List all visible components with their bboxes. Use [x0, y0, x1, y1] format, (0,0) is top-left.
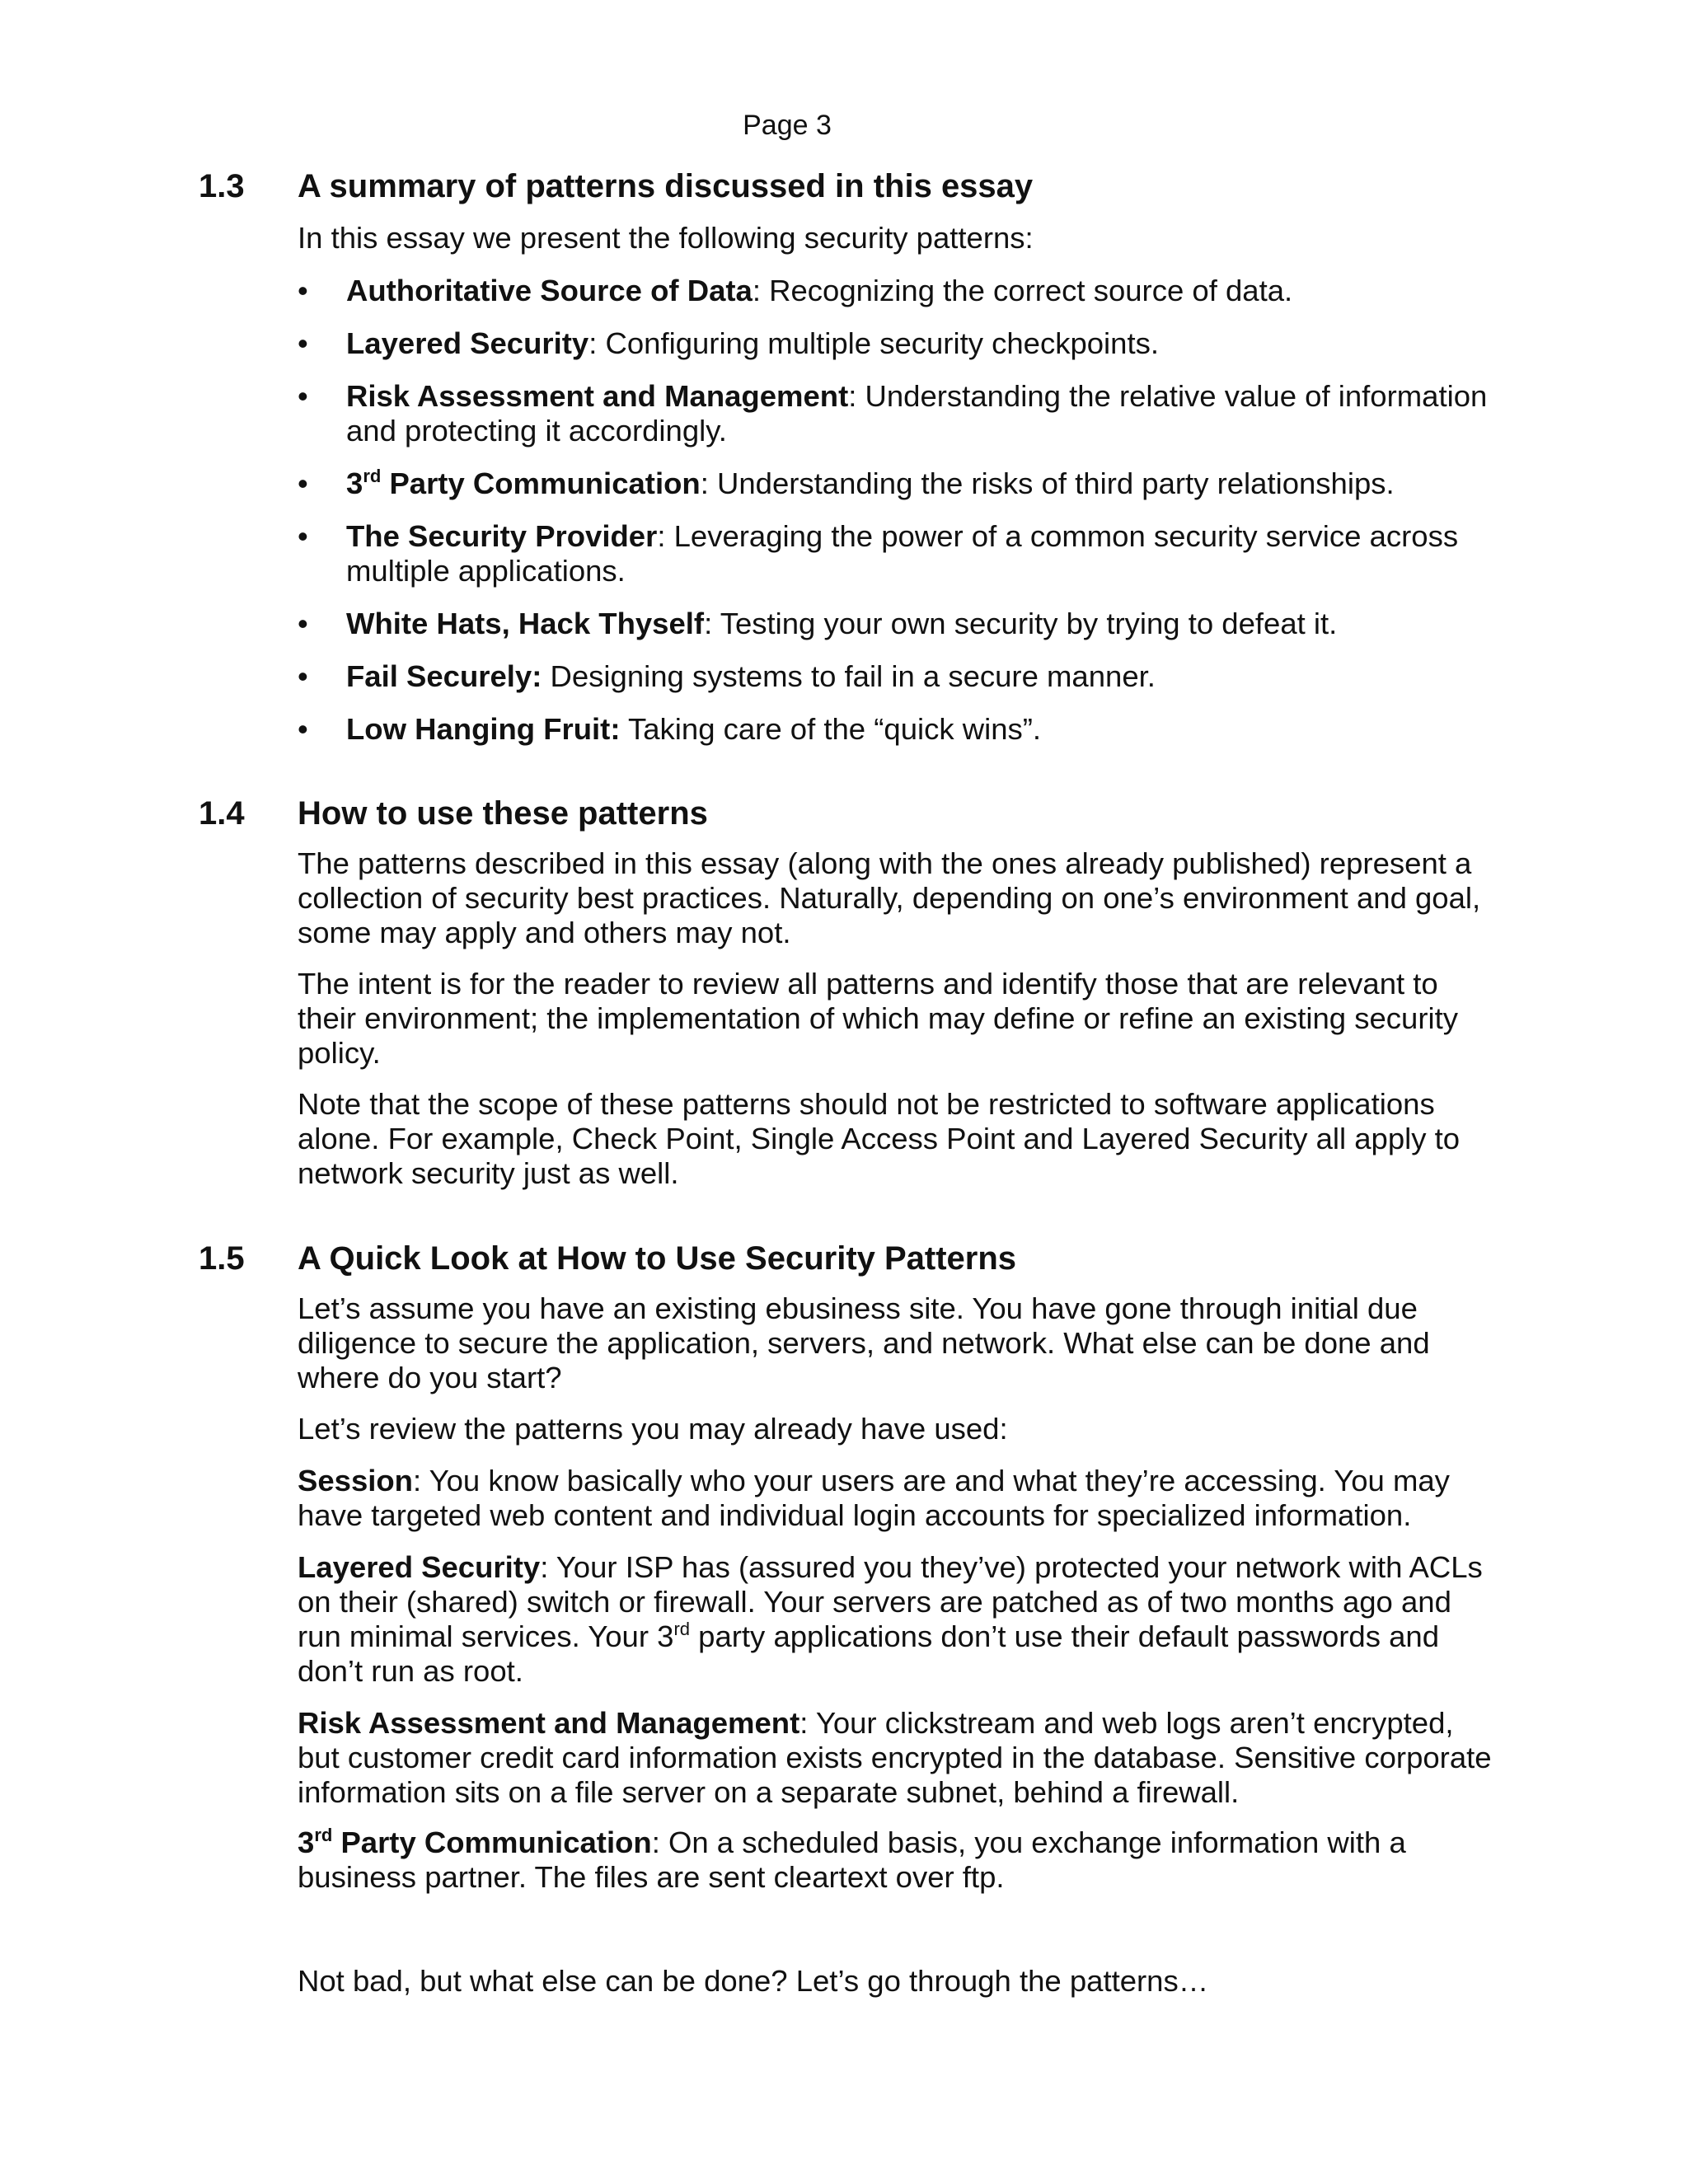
pattern-paragraph-risk-assessment: Risk Assessment and Management: Your clickstream and web logs aren’t encrypted, but customer credit card information exists encrypted in the database. Sensitive corporate information sits on a file server on a separate subnet, behind a firewall. [298, 1706, 1492, 1809]
pattern-term: The Security Provider [346, 519, 658, 553]
pattern-description: Taking care of the “quick wins”. [620, 712, 1042, 746]
pattern-term: Low Hanging Fruit: [346, 712, 621, 746]
section-heading-1-5 [199, 1239, 1016, 1278]
pattern-term: 3rd Party Communication [298, 1825, 652, 1859]
pattern-term: 3rd Party Communication [346, 466, 701, 500]
bullet-icon: • [298, 659, 308, 693]
pattern-term: Risk Assessment and Management [298, 1706, 800, 1740]
pattern-paragraph-third-party: 3rd Party Communication: On a scheduled basis, you exchange information with a business partner. The files are sent cleartext over ftp. [298, 1825, 1406, 1894]
bullet-icon: • [298, 607, 308, 640]
closing-paragraph: Not bad, but what else can be done? Let’s go through the patterns… [298, 1964, 1209, 1998]
bullet-icon: • [298, 519, 308, 553]
section-number: 1.5 [199, 1240, 245, 1277]
pattern-term: Session [298, 1464, 413, 1497]
pattern-description: Designing systems to fail in a secure manner. [542, 659, 1156, 693]
section-heading-1-3 [199, 166, 1033, 206]
section-number: 1.3 [199, 168, 245, 204]
pattern-term: Layered Security [298, 1550, 541, 1584]
paragraph: Let’s assume you have an existing ebusiness site. You have gone through initial due diligence to secure the application, servers, and network. What else can be done and where do you start? [298, 1291, 1430, 1394]
bullet-icon: • [298, 326, 308, 360]
section-number: 1.4 [199, 795, 245, 832]
page-number: Page 3 [743, 110, 832, 141]
paragraph: Note that the scope of these patterns should not be restricted to software applications alone. For example, Check Point, Single Access Point and Layered Security all apply to network security just as well. [298, 1087, 1461, 1190]
bullet-icon: • [298, 274, 308, 307]
pattern-description: Recognizing the correct source of data. [760, 274, 1293, 307]
pattern-paragraph-layered-security: Layered Security: Your ISP has (assured you they’ve) protected your network with ACLs on their (shared) switch or firewall. Your servers are patched as of two months ago and run minimal services. Your 3rd party applications don’t use their default passwords and don’t run as root. [298, 1550, 1483, 1688]
section-title: A summary of patterns discussed in this essay [298, 168, 1034, 204]
pattern-term: White Hats, Hack Thyself [346, 607, 705, 640]
pattern-paragraph-session: Session: You know basically who your users are and what they’re accessing. You may have targeted web content and individual login accounts for specialized information. [298, 1464, 1450, 1532]
bullet-icon: • [298, 712, 308, 746]
pattern-term: Fail Securely: [346, 659, 542, 693]
section-title: How to use these patterns [298, 795, 708, 832]
paragraph: The patterns described in this essay (along with the ones already published) represent a collection of security best practices. Naturally, depending on one’s environment and goal, some may apply and others may not. [298, 846, 1481, 949]
section-heading-1-4 [199, 794, 708, 833]
pattern-description: Leveraging the power of a common security service across multiple applications. [346, 519, 1459, 588]
section-title: A Quick Look at How to Use Security Patterns [298, 1240, 1017, 1277]
paragraph: The intent is for the reader to review all patterns and identify those that are relevant to their environment; the implementation of which may define or refine an existing security policy. [298, 967, 1458, 1070]
pattern-description: Testing your own security by trying to defeat it. [712, 607, 1338, 640]
pattern-term: Risk Assessment and Management [346, 379, 849, 413]
pattern-description: Configuring multiple security checkpoints. [597, 326, 1159, 360]
bullet-icon: • [298, 379, 308, 413]
paragraph: Let’s review the patterns you may already have used: [298, 1412, 1008, 1446]
pattern-description: Understanding the risks of third party relationships. [708, 466, 1395, 500]
document-page: Page 3 1.3 A summary of patterns discussed in this essay In this essay we present the following security patterns: • Authoritative Source of Data: Recognizing the correct source of data. • Layered Security: Configuring multiple security checkpoints. • Risk Assessment and Management: Understanding the relative value of information and protecting it accordingly. • 3rd Party Communication: Understanding the risks of third party relationships. • The Security Provider: Leveraging the power of a common security service across multiple applications. • White Hats, Hack Thyself: Testing your own security by trying to defeat it. • Fail Securely: Designing systems to fail in a secure manner. • Low Hanging Fruit: Taking care of the “quick wins”. 1.4 How to use these patterns The patterns described in this essay (along with the ones already published) represent a collection of security best practices. Naturally, depending on one’s environment and goal, some may apply and others may not. The intent is for the reader to review all patterns and identify those that are relevant to their environment; the implementation of which may define or refine an existing security policy. Note that the scope of these patterns should not be restricted to software applications alone. For example, Check Point, Single Access Point and Layered Security all apply to network security just as well. 1.5 A Quick Look at How to Use Security Patterns Let’s assume you have an existing ebusiness site. You have gone through initial due diligence to secure the application, servers, and network. What else can be done and where do you start? Let’s review the patterns you may already have used: Session: You know basically who your users are and what they’re accessing. You may have targeted web content and individual login accounts for specialized information. Layered Security: Your ISP has (assured you they’ve) protected your network with ACLs on their (shared) switch or firewall. Your servers are patched as of two months ago and run minimal services. Your 3rd party applications don’t use their default passwords and don’t run as root. Risk Assessment and Management: Your clickstream and web logs aren’t encrypted, but customer credit card information exists encrypted in the database. Sensitive corporate information sits on a file server on a separate subnet, behind a firewall. 3rd Party Communication: On a scheduled basis, you exchange information with a business partner. The files are sent cleartext over ftp. Not bad, but what else can be done? Let’s go through the patterns… [0, 0, 1688, 2184]
section-intro: In this essay we present the following security patterns: [298, 221, 1034, 255]
pattern-description: Understanding the relative value of information and protecting it accordingly. [346, 379, 1488, 448]
pattern-term: Authoritative Source of Data [346, 274, 753, 307]
bullet-icon: • [298, 466, 308, 500]
pattern-term: Layered Security [346, 326, 589, 360]
